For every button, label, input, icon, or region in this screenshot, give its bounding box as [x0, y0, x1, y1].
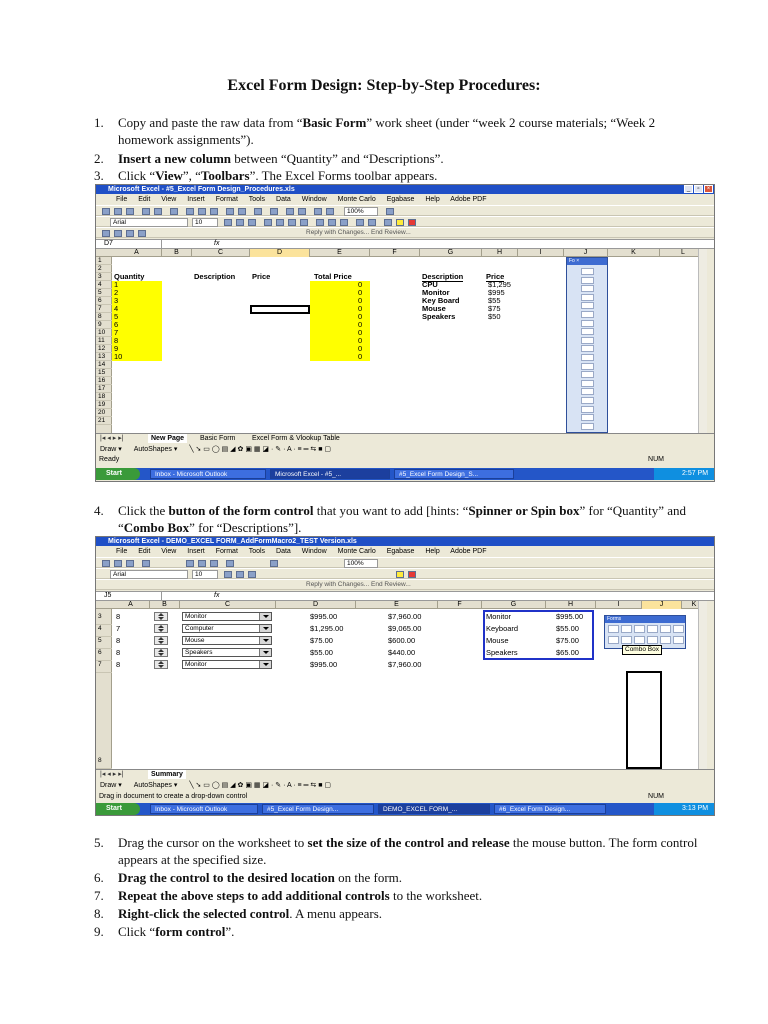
- dropdown-arrow-icon[interactable]: [259, 649, 271, 656]
- menu-egabase[interactable]: Egabase: [386, 548, 415, 555]
- step-3: 3. Click “View”, “Toolbars”. The Excel Forms toolbar appears.: [94, 168, 438, 183]
- merge-center-icon[interactable]: [300, 219, 308, 226]
- total-price-cell[interactable]: 0: [358, 352, 363, 361]
- row-headers: 1 2 3 4 5 6 7 8 9 10 11 12 13 14 15 16 17 18 19 20 21: [96, 257, 112, 433]
- form-control-icon[interactable]: [581, 397, 594, 404]
- total-cell[interactable]: $9,065.00: [388, 624, 422, 633]
- combo-box-value: Computer: [185, 625, 214, 632]
- font-size-select[interactable]: 10: [192, 570, 218, 579]
- form-control-icon[interactable]: [581, 294, 594, 301]
- page-title: Excel Form Design: Step-by-Step Procedures:: [227, 77, 541, 94]
- row-headers: 3 4 5 6 7 8: [96, 609, 112, 769]
- total-cell[interactable]: $7,960.00: [388, 660, 422, 669]
- menu-insert[interactable]: Insert: [187, 196, 205, 203]
- align-right-icon[interactable]: [288, 219, 296, 226]
- clock: 3:13 PM: [682, 805, 709, 812]
- combo-box-value: Speakers: [185, 649, 213, 656]
- comma-icon[interactable]: [340, 219, 348, 226]
- paste-icon[interactable]: [210, 560, 218, 567]
- lookup-price-cell[interactable]: $50: [488, 312, 501, 321]
- review-icon-3[interactable]: [126, 230, 134, 237]
- minimize-icon[interactable]: _: [684, 185, 693, 193]
- form-control-icon[interactable]: [608, 636, 619, 644]
- undo-icon[interactable]: [226, 208, 234, 215]
- form-control-icon[interactable]: [660, 625, 671, 633]
- save-icon[interactable]: [126, 560, 134, 567]
- cut-icon[interactable]: [186, 208, 194, 215]
- header-total-price: Total Price: [314, 272, 352, 281]
- forms-toolbar-title: Forms: [605, 616, 685, 623]
- form-control-icon[interactable]: [621, 625, 632, 633]
- system-tray: [654, 468, 714, 480]
- form-control-icon[interactable]: [581, 406, 594, 413]
- drawing-toolbar: Draw ▾ AutoShapes ▾ ╲ ➘ ▭ ◯ ▤ ◢ ✿ ▣ ▦ ◪ · ✎ · A · ≡ ═ ⇆ ■ ▢: [100, 782, 332, 789]
- window-title: Microsoft Excel - #5_Excel Form Design_Procedures.xls: [96, 185, 714, 194]
- vertical-scrollbar[interactable]: [698, 249, 707, 433]
- lookup-description-cell[interactable]: Keyboard: [486, 624, 519, 633]
- form-control-icon[interactable]: [581, 337, 594, 344]
- total-cell[interactable]: $440.00: [388, 648, 416, 657]
- combo-box-control[interactable]: [182, 636, 272, 645]
- quantity-cell[interactable]: 9: [114, 344, 119, 353]
- preview-icon[interactable]: [154, 208, 162, 215]
- form-control-icon[interactable]: [634, 625, 645, 633]
- font-select[interactable]: Arial: [110, 570, 188, 579]
- font-select[interactable]: Arial: [110, 218, 188, 227]
- quantity-cell[interactable]: 8: [116, 660, 121, 669]
- sheet-tabs: |◂ ◂ ▸ ▸| Summary: [96, 769, 714, 779]
- zoom-select[interactable]: 100%: [344, 559, 378, 568]
- quantity-cell[interactable]: 3: [114, 296, 119, 305]
- total-price-cell[interactable]: 0: [358, 328, 363, 337]
- drawing-icon[interactable]: [326, 208, 334, 215]
- excel-screenshot-demo: [95, 536, 715, 816]
- lookup-price-cell[interactable]: $65.00: [556, 648, 579, 657]
- draw-menu[interactable]: Draw ▾: [100, 782, 122, 789]
- form-control-icon[interactable]: [581, 320, 594, 327]
- menu-window[interactable]: Window: [301, 548, 327, 555]
- form-control-icon[interactable]: [608, 625, 619, 633]
- reply-with-changes[interactable]: Reply with Changes... End Review...: [306, 581, 411, 588]
- task-form-design-6[interactable]: #6_Excel Form Design...: [494, 804, 606, 814]
- status-ready: Ready: [99, 456, 120, 463]
- underline-icon[interactable]: [248, 571, 256, 578]
- price-cell[interactable]: $75.00: [310, 636, 333, 645]
- copy-icon[interactable]: [198, 208, 206, 215]
- total-price-cell[interactable]: 0: [358, 312, 363, 321]
- worksheet-grid[interactable]: [96, 601, 707, 769]
- total-price-cell[interactable]: 0: [358, 280, 363, 289]
- price-cell[interactable]: $55.00: [310, 648, 333, 657]
- forms-toolbar: [604, 615, 686, 649]
- excel-screenshot-procedures: [95, 184, 715, 482]
- formula-bar: [96, 239, 714, 249]
- menu-monte-carlo[interactable]: Monte Carlo: [337, 548, 376, 555]
- menu-data[interactable]: Data: [276, 548, 291, 555]
- lookup-description-cell[interactable]: Speakers: [486, 648, 518, 657]
- spinner-control[interactable]: [154, 648, 168, 657]
- combo-box-value: Mouse: [185, 637, 205, 644]
- zoom-select[interactable]: 100%: [344, 207, 378, 216]
- autoshapes-menu[interactable]: AutoShapes ▾: [133, 782, 178, 789]
- spelling-icon[interactable]: [170, 208, 178, 215]
- align-left-icon[interactable]: [264, 219, 272, 226]
- sheet-tabs: |◂ ◂ ▸ ▸| New Page Basic Form Excel Form & Vlookup Table: [96, 433, 714, 443]
- new-combo-box-outline[interactable]: [626, 671, 662, 769]
- header-description: Description: [194, 272, 236, 281]
- dropdown-arrow-icon[interactable]: [259, 613, 271, 620]
- quantity-cell[interactable]: 10: [114, 352, 123, 361]
- form-control-icon[interactable]: [621, 636, 632, 644]
- quantity-cell[interactable]: 4: [114, 304, 119, 313]
- undo-icon[interactable]: [226, 560, 234, 567]
- menu-insert[interactable]: Insert: [187, 548, 205, 555]
- task-outlook[interactable]: Inbox - Microsoft Outlook: [150, 804, 258, 814]
- total-price-cell[interactable]: 0: [358, 288, 363, 297]
- quantity-cell[interactable]: 7: [116, 624, 121, 633]
- form-control-icon[interactable]: [581, 363, 594, 370]
- underline-icon[interactable]: [248, 219, 256, 226]
- combo-box-value: Monitor: [185, 613, 207, 620]
- quantity-cell[interactable]: 2: [114, 288, 119, 297]
- print-icon[interactable]: [142, 560, 150, 567]
- quantity-cell[interactable]: 1: [114, 280, 119, 289]
- form-control-icon[interactable]: [581, 328, 594, 335]
- menu-data[interactable]: Data: [276, 196, 291, 203]
- menu-egabase[interactable]: Egabase: [386, 196, 415, 203]
- total-price-cell[interactable]: 0: [358, 304, 363, 313]
- review-icon-2[interactable]: [114, 230, 122, 237]
- lookup-description-cell[interactable]: Key Board: [422, 296, 460, 305]
- tab-summary[interactable]: Summary: [148, 770, 186, 779]
- quantity-cell[interactable]: 6: [114, 320, 119, 329]
- menu-file[interactable]: File: [116, 548, 128, 555]
- status-message: Drag in document to create a drop-down control: [99, 793, 248, 800]
- name-box[interactable]: J5: [102, 592, 162, 600]
- help-icon[interactable]: [386, 208, 394, 215]
- new-icon[interactable]: [102, 208, 110, 215]
- fill-color-icon[interactable]: [396, 571, 404, 578]
- form-control-icon[interactable]: [581, 414, 594, 421]
- fx-icon: fx: [214, 592, 220, 599]
- step-8: 8. Right-click the selected control. A menu appears.: [94, 906, 383, 921]
- start-button[interactable]: Start: [96, 803, 140, 815]
- menu-tools[interactable]: Tools: [248, 548, 266, 555]
- form-control-icon[interactable]: [647, 636, 658, 644]
- formula-bar: [96, 591, 714, 601]
- window-title: Microsoft Excel - DEMO_EXCEL FORM_AddFormMacro2_TEST Version.xls: [96, 537, 714, 546]
- currency-icon[interactable]: [316, 219, 324, 226]
- form-control-icon[interactable]: [581, 268, 594, 275]
- header-price: Price: [252, 272, 271, 281]
- hyperlink-icon[interactable]: [254, 208, 262, 215]
- num-lock: NUM: [648, 456, 664, 463]
- menu-format[interactable]: Format: [215, 548, 238, 555]
- menu-file[interactable]: File: [116, 196, 128, 203]
- header-quantity: Quantity: [114, 272, 145, 281]
- autoshapes-menu[interactable]: AutoShapes ▾: [133, 446, 178, 453]
- bold-icon[interactable]: [224, 219, 232, 226]
- active-cell-d7[interactable]: [250, 305, 310, 314]
- total-cell[interactable]: $600.00: [388, 636, 416, 645]
- dropdown-arrow-icon[interactable]: [259, 637, 271, 644]
- combo-box-control[interactable]: [182, 612, 272, 621]
- vertical-scrollbar[interactable]: [698, 601, 707, 769]
- lookup-description-cell[interactable]: CPU: [422, 280, 438, 289]
- reviewing-toolbar: [96, 227, 714, 238]
- save-icon[interactable]: [126, 208, 134, 215]
- print-icon[interactable]: [142, 208, 150, 215]
- form-control-icon[interactable]: [647, 625, 658, 633]
- menu-monte-carlo[interactable]: Monte Carlo: [337, 196, 376, 203]
- task-demo-excel[interactable]: DEMO_EXCEL FORM_...: [378, 804, 490, 814]
- standard-toolbar: [96, 557, 714, 568]
- total-cell[interactable]: $7,960.00: [388, 612, 422, 621]
- menu-help[interactable]: Help: [425, 196, 440, 203]
- system-tray: [654, 803, 714, 815]
- taskbar: [96, 468, 714, 480]
- form-control-icon[interactable]: [660, 636, 671, 644]
- quantity-cell[interactable]: 5: [114, 312, 119, 321]
- lookup-price-cell[interactable]: $1,295: [488, 280, 511, 289]
- dropdown-arrow-icon[interactable]: [259, 661, 271, 668]
- price-cell[interactable]: $1,295.00: [310, 624, 344, 633]
- borders-icon[interactable]: [384, 219, 392, 226]
- lookup-price-cell[interactable]: $995.00: [556, 612, 584, 621]
- form-control-icon[interactable]: [581, 345, 594, 352]
- status-bar: [96, 792, 714, 801]
- review-icon-4[interactable]: [138, 230, 146, 237]
- lookup-price-cell[interactable]: $75.00: [556, 636, 579, 645]
- cut-icon[interactable]: [186, 560, 194, 567]
- paste-icon[interactable]: [210, 208, 218, 215]
- spinner-control[interactable]: [154, 624, 168, 633]
- step-2: 2. Insert a new column between “Quantity” and “Descriptions”.: [94, 151, 444, 166]
- fill-color-icon[interactable]: [396, 219, 404, 226]
- reply-with-changes[interactable]: Reply with Changes... End Review...: [306, 229, 411, 236]
- italic-icon[interactable]: [236, 571, 244, 578]
- chart-wizard-icon[interactable]: [314, 208, 322, 215]
- menu-adobe-pdf[interactable]: Adobe PDF: [450, 548, 487, 555]
- num-lock: NUM: [648, 793, 664, 800]
- form-control-icon[interactable]: [581, 423, 594, 430]
- form-control-icon[interactable]: [581, 302, 594, 309]
- lookup-price-cell[interactable]: $55: [488, 296, 501, 305]
- form-control-icon[interactable]: [581, 354, 594, 361]
- combo-box-control[interactable]: [182, 648, 272, 657]
- task-form-design[interactable]: #5_Excel Form Design_S...: [394, 469, 514, 479]
- close-icon[interactable]: ×: [704, 185, 713, 193]
- step-5: 5. Drag the cursor on the worksheet to set the size of the control and release the mouse button. The form control appears at the specified size.: [94, 835, 698, 867]
- quantity-range: [112, 281, 162, 361]
- standard-toolbar: [96, 205, 714, 216]
- fx-icon: fx: [214, 240, 220, 247]
- task-excel[interactable]: Microsoft Excel - #5_...: [270, 469, 390, 479]
- form-control-icon[interactable]: [581, 371, 594, 378]
- form-control-icon[interactable]: [673, 636, 684, 644]
- spinner-control[interactable]: [154, 660, 168, 669]
- worksheet-grid[interactable]: [96, 249, 707, 433]
- step-4: 4. Click the button of the form control that you want to add [hints: “Spinner or Spin box” for “Quantity” and “Combo Box” for “Descriptions”].: [94, 503, 686, 535]
- decrease-indent-icon[interactable]: [356, 219, 364, 226]
- open-icon[interactable]: [114, 560, 122, 567]
- combo-box-control[interactable]: [182, 624, 272, 633]
- open-icon[interactable]: [114, 208, 122, 215]
- form-control-icon[interactable]: [581, 277, 594, 284]
- menu-view[interactable]: View: [161, 548, 177, 555]
- menu-help[interactable]: Help: [425, 548, 440, 555]
- draw-menu[interactable]: Draw ▾: [100, 446, 122, 453]
- lookup-description-cell[interactable]: Monitor: [422, 288, 450, 297]
- sort-ascending-icon[interactable]: [286, 208, 294, 215]
- font-color-icon[interactable]: [408, 219, 416, 226]
- menu-adobe-pdf[interactable]: Adobe PDF: [450, 196, 487, 203]
- sort-descending-icon[interactable]: [298, 208, 306, 215]
- review-icon-1[interactable]: [102, 230, 110, 237]
- reviewing-toolbar: [96, 579, 714, 590]
- formatting-toolbar: [96, 216, 714, 227]
- maximize-icon[interactable]: ▫: [694, 185, 703, 193]
- combo-box-control[interactable]: [182, 660, 272, 669]
- clock: 2:57 PM: [682, 470, 709, 477]
- status-bar: [96, 455, 714, 464]
- formatting-toolbar: [96, 568, 714, 579]
- lookup-description-cell[interactable]: Speakers: [422, 312, 456, 321]
- menu-tools[interactable]: Tools: [248, 196, 266, 203]
- form-control-icon[interactable]: [581, 388, 594, 395]
- percent-icon[interactable]: [328, 219, 336, 226]
- menu-edit[interactable]: Edit: [138, 548, 151, 555]
- combo-box-tooltip: Combo Box: [622, 645, 662, 655]
- new-icon[interactable]: [102, 560, 110, 567]
- quantity-cell[interactable]: 8: [116, 612, 121, 621]
- autosum-icon[interactable]: [270, 560, 278, 567]
- menu-window[interactable]: Window: [301, 196, 327, 203]
- menu-view[interactable]: View: [161, 196, 177, 203]
- quantity-cell[interactable]: 8: [116, 648, 121, 657]
- form-control-icon[interactable]: [581, 311, 594, 318]
- form-control-icon[interactable]: [673, 625, 684, 633]
- tab-new-page[interactable]: New Page: [148, 434, 187, 443]
- form-control-icon[interactable]: [581, 285, 594, 292]
- dropdown-arrow-icon[interactable]: [259, 625, 271, 632]
- step-6: 6. Drag the control to the desired location on the form.: [94, 870, 403, 885]
- copy-icon[interactable]: [198, 560, 206, 567]
- italic-icon[interactable]: [236, 219, 244, 226]
- price-cell[interactable]: $995.00: [310, 660, 338, 669]
- lookup-header-description: Description: [422, 272, 464, 281]
- lookup-price-cell[interactable]: $995: [488, 288, 505, 297]
- lookup-price-cell[interactable]: $75: [488, 304, 501, 313]
- tab-excel-form-vlookup[interactable]: Excel Form & Vlookup Table: [252, 435, 340, 442]
- total-price-cell[interactable]: 0: [358, 344, 363, 353]
- lookup-description-cell[interactable]: Mouse: [486, 636, 509, 645]
- menu-bar: [96, 194, 714, 205]
- menu-bar: [96, 546, 714, 557]
- start-button[interactable]: Start: [96, 468, 140, 480]
- lookup-price-cell[interactable]: $55.00: [556, 624, 579, 633]
- forms-toolbar: Fo ×: [566, 257, 608, 433]
- step-9: 9. Click “form control”.: [94, 924, 235, 939]
- menu-edit[interactable]: Edit: [138, 196, 151, 203]
- column-headers: A B C D E F G H I J K: [96, 601, 707, 609]
- combo-box-value: Monitor: [185, 661, 207, 668]
- font-color-icon[interactable]: [408, 571, 416, 578]
- step-7: 7. Repeat the above steps to add additional controls to the worksheet.: [94, 888, 483, 903]
- step-1: 1. Copy and paste the raw data from “Basic Form” work sheet (under “week 2 course materials; “Week 2 homework assignments”).: [94, 115, 656, 147]
- total-price-cell[interactable]: 0: [358, 296, 363, 305]
- task-form-design-5[interactable]: #5_Excel Form Design...: [262, 804, 374, 814]
- column-headers: A B C D E F G H I J K L: [96, 249, 707, 257]
- quantity-cell[interactable]: 8: [116, 636, 121, 645]
- total-price-cell[interactable]: 0: [358, 336, 363, 345]
- drawing-toolbar: Draw ▾ AutoShapes ▾ ╲ ➘ ▭ ◯ ▤ ◢ ✿ ▣ ▦ ◪ · ✎ · A · ≡ ═ ⇆ ■ ▢: [100, 446, 332, 453]
- taskbar: [96, 803, 714, 815]
- task-outlook[interactable]: Inbox - Microsoft Outlook: [150, 469, 266, 479]
- lookup-header-price: Price: [486, 272, 505, 281]
- redo-icon[interactable]: [238, 208, 246, 215]
- spinner-control[interactable]: [154, 612, 168, 621]
- menu-format[interactable]: Format: [215, 196, 238, 203]
- tab-basic-form[interactable]: Basic Form: [200, 435, 236, 442]
- name-box[interactable]: D7: [102, 240, 162, 248]
- quantity-cell[interactable]: 8: [114, 336, 119, 345]
- increase-indent-icon[interactable]: [368, 219, 376, 226]
- lookup-description-cell[interactable]: Monitor: [486, 612, 512, 621]
- font-size-select[interactable]: 10: [192, 218, 218, 227]
- price-cell[interactable]: $995.00: [310, 612, 338, 621]
- bold-icon[interactable]: [224, 571, 232, 578]
- form-control-icon[interactable]: [581, 380, 594, 387]
- quantity-cell[interactable]: 7: [114, 328, 119, 337]
- form-control-icon[interactable]: [634, 636, 645, 644]
- lookup-description-cell[interactable]: Mouse: [422, 304, 446, 313]
- spinner-control[interactable]: [154, 636, 168, 645]
- autosum-icon[interactable]: [270, 208, 278, 215]
- total-price-cell[interactable]: 0: [358, 320, 363, 329]
- align-center-icon[interactable]: [276, 219, 284, 226]
